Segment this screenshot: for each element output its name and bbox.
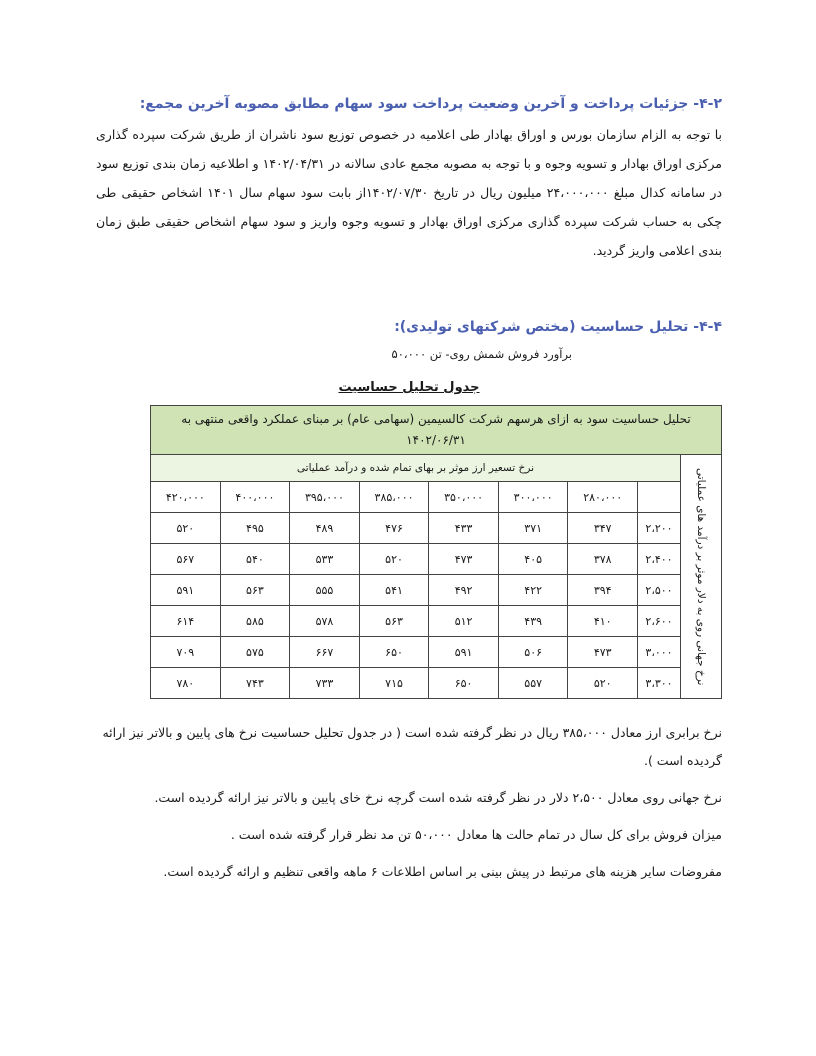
table-cell: ۷۱۵ (359, 668, 429, 699)
sensitivity-table (150, 405, 722, 699)
column-header: ۲۸۰،۰۰۰ (568, 482, 638, 513)
table-cell: ۵۴۰ (220, 544, 290, 575)
table-cell: ۷۴۳ (220, 668, 290, 699)
assumption-note: نرخ برابری ارز معادل ۳۸۵،۰۰۰ ریال در نظر گرفته شده است ( در جدول تحلیل حساسیت نرخ های پایین و بالاتر نیز ارائه گردیده است ). (102, 725, 722, 768)
row-label: ۲،۶۰۰ (638, 606, 681, 637)
row-label: ۲،۲۰۰ (638, 513, 681, 544)
table-cell: ۷۳۳ (290, 668, 360, 699)
table-cell: ۵۱۲ (429, 606, 499, 637)
assumption-note: نرخ جهانی روی معادل ۲،۵۰۰ دلار در نظر گرفته شده است گرچه نرخ خای پایین و بالاتر نیز ارائه گردیده است. (154, 790, 722, 805)
table-cell: ۶۶۷ (290, 637, 360, 668)
table-cell: ۴۷۶ (359, 513, 429, 544)
column-group-label: نرخ تسعیر ارز موثر بر بهای تمام شده و درآمد عملیاتی (151, 455, 681, 482)
corner-cell (638, 482, 681, 513)
table-row (151, 606, 722, 637)
table-cell: ۵۰۶ (498, 637, 568, 668)
table-cell: ۵۹۱ (429, 637, 499, 668)
table-cell: ۵۲۰ (359, 544, 429, 575)
assumption-note: مفروضات سایر هزینه های مرتبط در پیش بینی بر اساس اطلاعات ۶ ماهه واقعی تنظیم و ارائه گردیده است. (163, 864, 722, 879)
table-cell: ۴۳۳ (429, 513, 499, 544)
section-heading-sensitivity: ۴-۴- تحلیل حساسیت (مختص شرکتهای تولیدی): (394, 319, 722, 335)
table-row (151, 544, 722, 575)
table-cell: ۵۵۷ (498, 668, 568, 699)
table-caption: تحلیل حساسیت سود به ازای هرسهم شرکت کالسیمین (سهامی عام) بر مبنای عملکرد واقعی منتهی به ۱۴۰۲/۰۶/۳۱ (151, 406, 722, 455)
table-cell: ۵۶۷ (151, 544, 221, 575)
table-cell: ۴۷۳ (568, 637, 638, 668)
table-cell: ۶۵۰ (359, 637, 429, 668)
table-row (151, 668, 722, 699)
table-cell: ۵۹۱ (151, 575, 221, 606)
table-cell: ۵۵۵ (290, 575, 360, 606)
table-cell: ۴۸۹ (290, 513, 360, 544)
row-label: ۳،۰۰۰ (638, 637, 681, 668)
column-header: ۳۰۰،۰۰۰ (498, 482, 568, 513)
column-header: ۳۵۰،۰۰۰ (429, 482, 499, 513)
table-cell: ۵۳۳ (290, 544, 360, 575)
table-cell: ۵۲۰ (568, 668, 638, 699)
column-header-row (151, 482, 722, 513)
column-header: ۳۸۵،۰۰۰ (359, 482, 429, 513)
table-cell: ۴۹۵ (220, 513, 290, 544)
row-label: ۲،۴۰۰ (638, 544, 681, 575)
table-cell: ۴۹۲ (429, 575, 499, 606)
row-label: ۲،۵۰۰ (638, 575, 681, 606)
dividends-paragraph: با توجه به الزام سازمان بورس و اوراق بهادار طی اعلامیه در خصوص توزیع سود ناشران از طریق شرکت سپرده گذاری مرکزی اوراق بهادار و تسویه وجوه و با توجه به مصوبه مجمع عادی سالانه در ۱۴۰۲/۰۴/۳۱ و اطلاعیه زمان بندی توزیع سود در سامانه کدال مبلغ ۲۴،۰۰۰،۰۰۰ میلیون ریال در تاریخ ۱۴۰۲/۰۷/۳۰از بابت سود سهام سال ۱۴۰۱ اشخاص حقیقی طی چکی به حساب شرکت سپرده گذاری مرکزی اوراق بهادار و تسویه وجوه واریز و سود سهام اشخاص حقیقی طبق زمان بندی اعلامی واریز گردید. (96, 127, 723, 258)
column-header: ۴۰۰،۰۰۰ (220, 482, 290, 513)
table-row (151, 637, 722, 668)
column-header: ۴۲۰،۰۰۰ (151, 482, 221, 513)
table-cell: ۳۷۸ (568, 544, 638, 575)
row-label: ۳،۳۰۰ (638, 668, 681, 699)
assumption-notes (96, 719, 722, 886)
table-cell: ۴۲۲ (498, 575, 568, 606)
table-cell: ۵۲۰ (151, 513, 221, 544)
table-cell: ۶۵۰ (429, 668, 499, 699)
assumption-note: میزان فروش برای کل سال در تمام حالت ها معادل ۵۰،۰۰۰ تن مد نظر قرار گرفته شده است . (230, 827, 722, 842)
row-group-label: نرخ جهانی روی به دلار موثر بر درآمد های عملیاتی (695, 467, 707, 686)
table-cell: ۴۰۵ (498, 544, 568, 575)
table-title: جدول تحلیل حساسیت (338, 380, 480, 395)
table-cell: ۳۴۷ (568, 513, 638, 544)
table-cell: ۵۶۳ (220, 575, 290, 606)
sales-estimate-note: برآورد فروش شمش روی- تن ۵۰،۰۰۰ (391, 347, 572, 361)
table-cell: ۷۸۰ (151, 668, 221, 699)
section-heading-dividends: ۴-۲- جزئیات پرداخت و آخرین وضعیت پرداخت سود سهام مطابق مصوبه آخرین مجمع: (139, 96, 722, 112)
table-cell: ۳۷۱ (498, 513, 568, 544)
table-cell: ۶۱۴ (151, 606, 221, 637)
table-cell: ۵۶۳ (359, 606, 429, 637)
table-cell: ۵۴۱ (359, 575, 429, 606)
table-row (151, 575, 722, 606)
row-group-label-cell (681, 455, 722, 699)
table-cell: ۴۷۳ (429, 544, 499, 575)
table-cell: ۵۷۸ (290, 606, 360, 637)
table-cell: ۴۱۰ (568, 606, 638, 637)
table-cell: ۵۸۵ (220, 606, 290, 637)
table-cell: ۴۳۹ (498, 606, 568, 637)
column-header: ۳۹۵،۰۰۰ (290, 482, 360, 513)
document-page (96, 92, 722, 895)
table-row (151, 513, 722, 544)
table-cell: ۷۰۹ (151, 637, 221, 668)
table-cell: ۵۷۵ (220, 637, 290, 668)
table-cell: ۳۹۴ (568, 575, 638, 606)
